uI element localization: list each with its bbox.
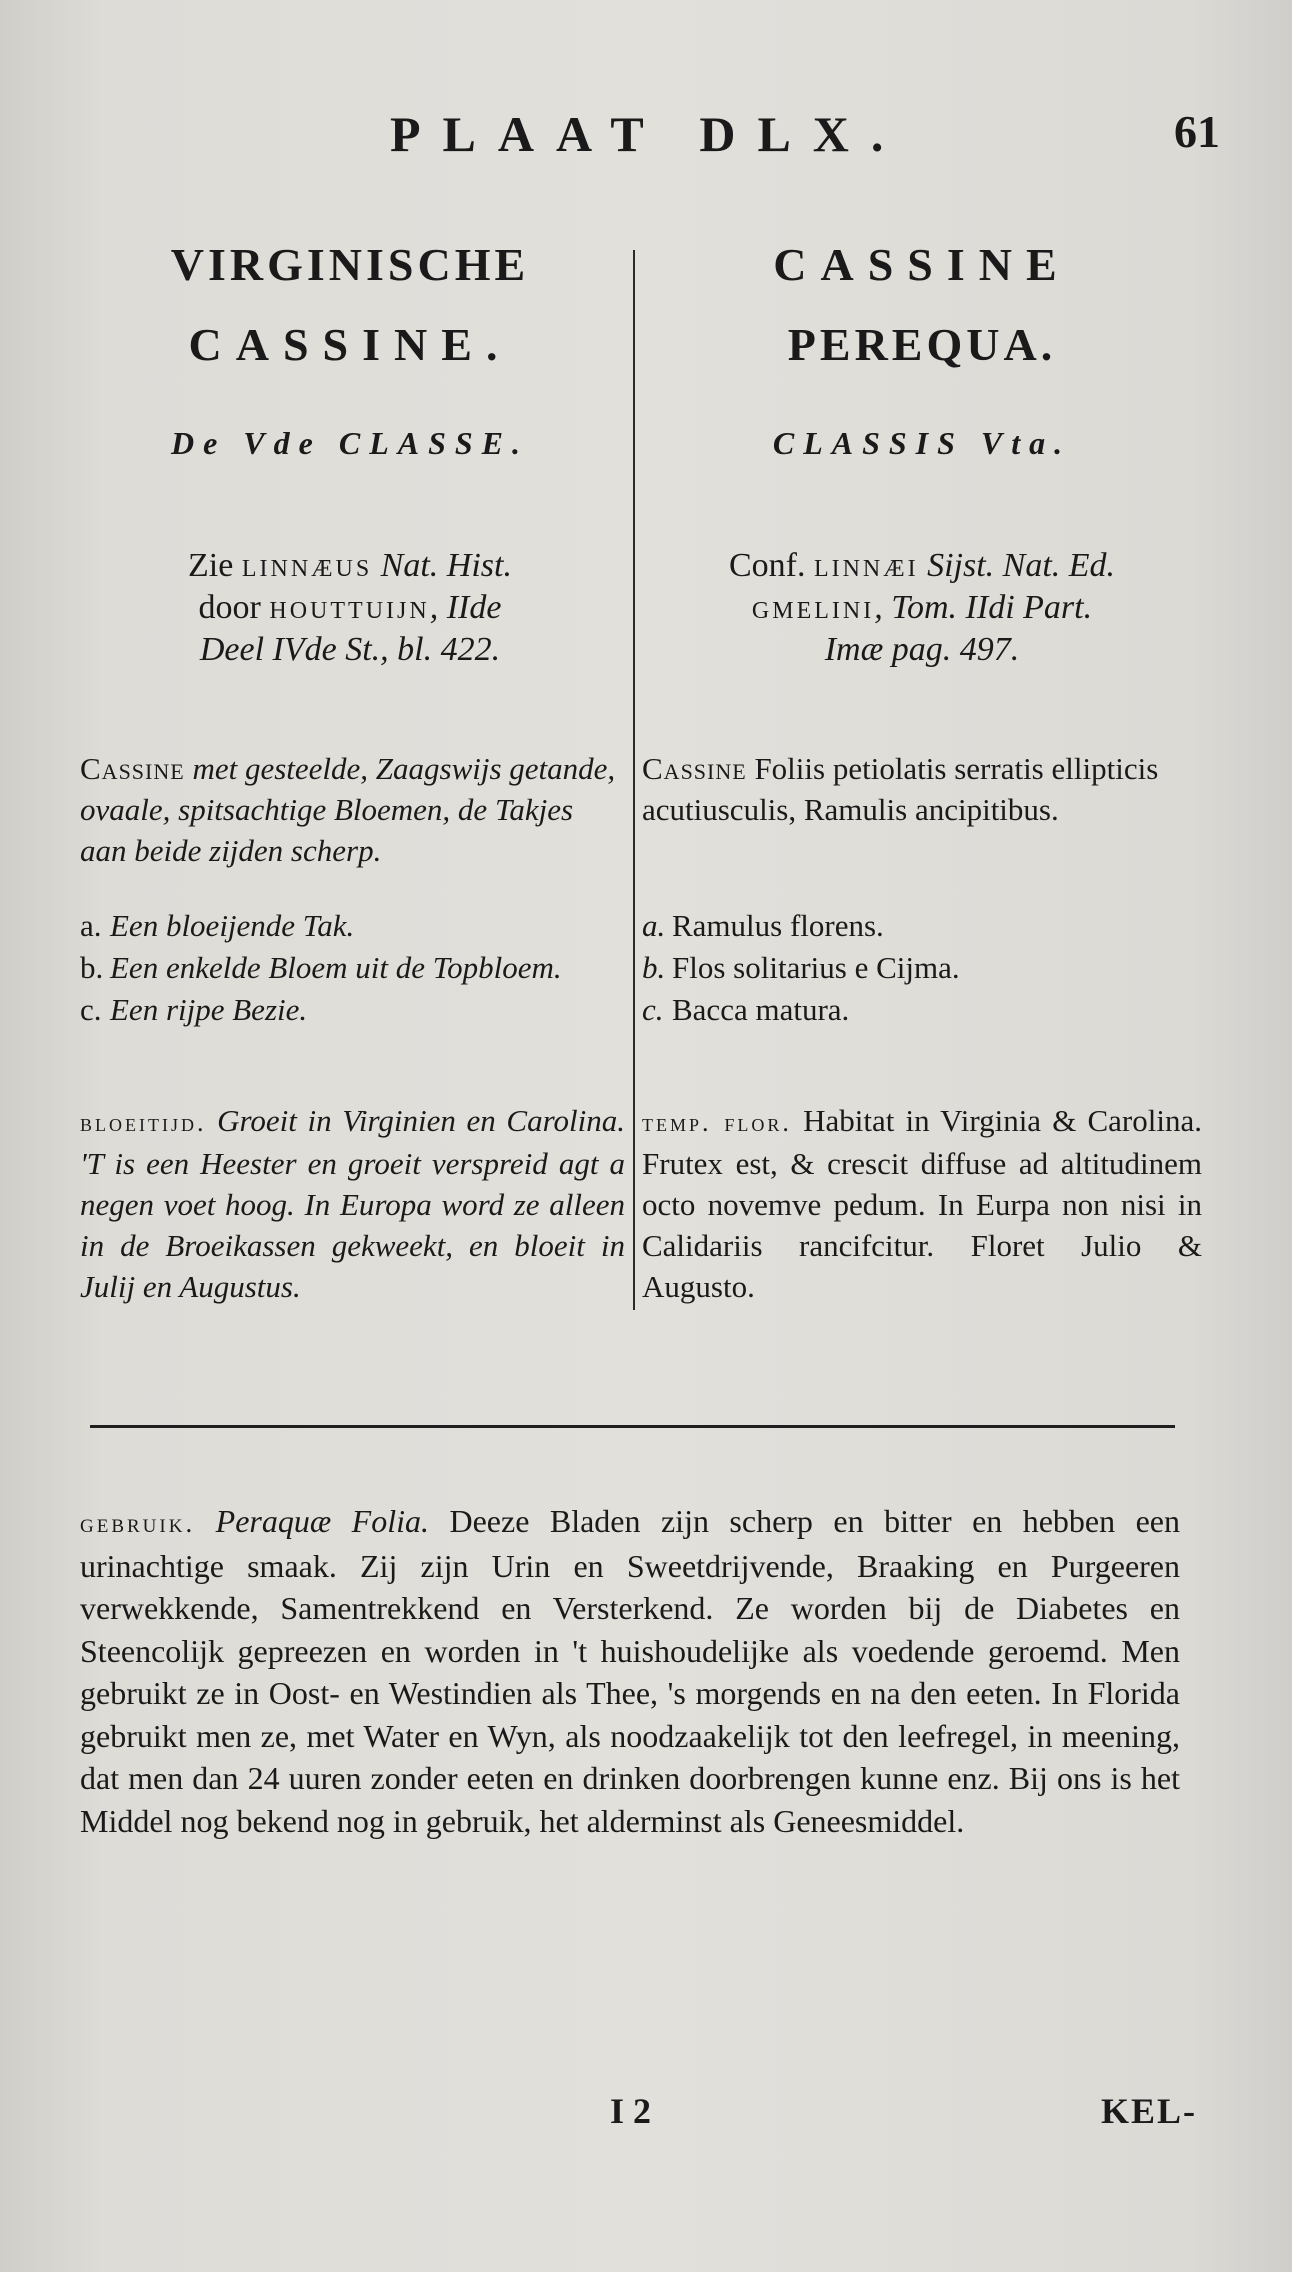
right-desc-genus: Cassine	[642, 751, 747, 786]
figure-key: a.	[80, 908, 102, 943]
right-name-line2: PEREQUA.	[787, 319, 1057, 370]
left-ref-work: Nat. Hist.	[372, 547, 512, 584]
signature-mark: I 2	[610, 2091, 652, 2131]
figure-key: a.	[642, 908, 666, 943]
horizontal-rule	[90, 1425, 1175, 1428]
right-ref-work: , Tom. IIdi Part.	[874, 589, 1093, 626]
left-ref-text: door	[198, 589, 270, 626]
left-ref-author: linnæus	[241, 547, 373, 584]
usage-label: gebruik.	[80, 1508, 196, 1538]
usage-paragraph	[80, 1500, 1180, 1842]
right-description	[642, 748, 1202, 830]
page-header	[390, 105, 1250, 165]
left-ref-text: Zie	[188, 547, 242, 584]
right-habitat-text: Habitat in Virginia & Carolina. Frutex est, & crescit diffuse ad altitudinem octo novemve pedum. In Eurpa non nisi in Calidariis rancifcitur. Floret Julio & Augusto.	[642, 1103, 1202, 1304]
right-ref-author: linnæi	[813, 547, 919, 584]
left-description	[80, 748, 625, 871]
plate-title: PLAAT DLX.	[390, 106, 906, 162]
left-reference	[75, 545, 625, 671]
left-ref-volume: Deel IVde St., bl. 422.	[199, 631, 501, 668]
figure-text: Een rijpe Bezie.	[110, 992, 308, 1027]
right-reference	[642, 545, 1202, 671]
left-habitat-text: Groeit in Virginien en Carolina. 'T is een Heester en groeit verspreid agt a negen voet hoog. In Europa word ze alleen in de Broeikassen gekweekt, en bloeit in Julij en Augustus.	[80, 1103, 625, 1304]
right-ref-volume: Imæ pag. 497.	[824, 631, 1020, 668]
right-ref-text: Conf.	[728, 547, 814, 584]
left-habitat	[80, 1100, 625, 1307]
figure-text: Bacca matura.	[672, 992, 850, 1027]
figure-key: b.	[642, 950, 666, 985]
column-divider	[633, 250, 635, 1310]
right-name-line1: CASSINE	[773, 239, 1071, 290]
left-desc-text: met gesteelde, Zaagswijs getande, ovaale, spitsachtige Bloemen, de Takjes aan beide zijden scherp.	[80, 751, 616, 868]
list-item	[80, 989, 625, 1031]
right-column-heading	[642, 225, 1202, 671]
list-item	[80, 905, 625, 947]
figure-text: Flos solitarius e Cijma.	[672, 950, 960, 985]
right-ref-author: gmelini	[751, 589, 875, 626]
figure-key: c.	[642, 992, 664, 1027]
catchword: KEL-	[1100, 2091, 1197, 2131]
figure-text: Een bloeijende Tak.	[110, 908, 355, 943]
usage-text: Deeze Bladen zijn scherp en bitter en hebben een urinachtige smaak. Zij zijn Urin en Sweetdrijvende, Braaking en Purgeeren verwekkende, Samentrekkend en Versterkend. Ze worden bij de Diabetes en Steencolijk gepreezen en worden in 't huishoudelijke als voedende geroemd. Men gebruikt ze in Oost- en Westindien als Thee, 's morgends en na den eeten. In Florida gebruikt men ze, met Water en Wyn, als noodzaakelijk tot den leefregel, in meening, dat men dan 24 uuren zonder eeten en drinken doorbrengen kunne enz. Bij ons is het Middel nog bekend nog in gebruik, het alderminst als Geneesmiddel.	[80, 1503, 1181, 1839]
right-habitat	[642, 1100, 1202, 1307]
left-ref-author: houttuijn	[269, 589, 430, 626]
list-item	[642, 989, 1202, 1031]
left-column-heading	[75, 225, 625, 671]
figure-text: Ramulus florens.	[672, 908, 884, 943]
left-habitat-label: bloeitijd.	[80, 1108, 207, 1137]
left-class-line: De Vde CLASSE.	[170, 425, 530, 461]
right-habitat-label: temp. flor.	[642, 1108, 792, 1137]
list-item	[642, 905, 1202, 947]
right-class-line: CLASSIS Vta.	[772, 425, 1072, 461]
right-desc-text: Foliis petiolatis serratis ellipticis acutiusculis, Ramulis ancipitibus.	[642, 751, 1159, 827]
figure-text: Een enkelde Bloem uit de Topbloem.	[110, 950, 562, 985]
figure-key: c.	[80, 992, 102, 1027]
usage-subject: Peraquæ Folia.	[195, 1503, 430, 1539]
left-figure-list	[80, 905, 625, 1031]
left-name-line2: CASSINE.	[188, 319, 512, 370]
left-ref-work: , IIde	[429, 589, 502, 626]
left-desc-genus: Cassine	[80, 751, 185, 786]
figure-key: b.	[80, 950, 104, 985]
page-number: 61	[1174, 106, 1220, 157]
left-name-line1: VIRGINISCHE	[170, 239, 530, 290]
list-item	[642, 947, 1202, 989]
list-item	[80, 947, 625, 989]
right-figure-list	[642, 905, 1202, 1031]
right-ref-work: Sijst. Nat. Ed.	[918, 547, 1116, 584]
